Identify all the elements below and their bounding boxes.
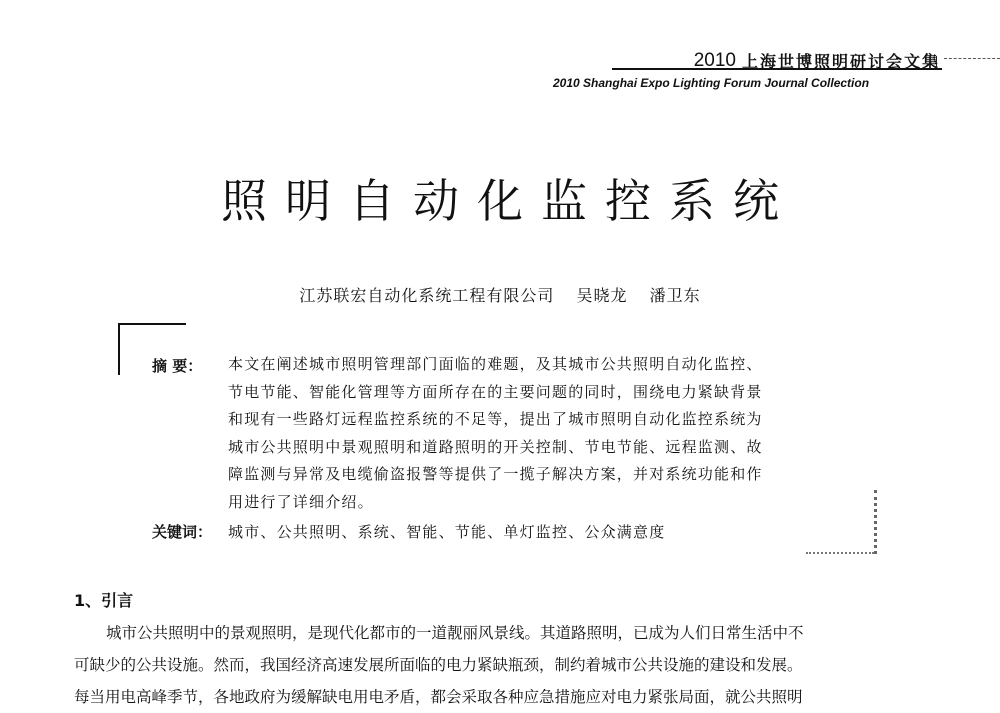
section-body	[74, 617, 934, 713]
header-title-cn: 上海世博照明研讨会文集	[741, 52, 940, 71]
header-dashed-line	[944, 58, 1000, 59]
article-title: 照明自动化监控系统	[221, 174, 797, 228]
abstract-bracket-top	[118, 323, 186, 325]
header-tick	[936, 56, 937, 68]
keywords-text: 城市、公共照明、系统、智能、节能、单灯监控、公众满意度	[228, 523, 666, 541]
author-name: 吴晓龙	[576, 286, 628, 305]
abstract-line: 和现有一些路灯远程监控系统的不足等，提出了城市照明自动化监控系统为	[228, 410, 763, 428]
keywords-label: 关键词：	[152, 523, 213, 541]
body-line: 城市公共照明中的景观照明，是现代化都市的一道靓丽风景线。其道路照明，已成为人们日常生活中不	[106, 624, 804, 642]
abstract-label: 摘 要：	[152, 357, 203, 375]
abstract-bracket-left	[118, 323, 120, 375]
abstract-bracket-bottom	[806, 552, 874, 559]
author-organization: 江苏联宏自动化系统工程有限公司	[299, 286, 555, 305]
abstract-line: 节电节能、智能化管理等方面所存在的主要问题的同时，围绕电力紧缺背景	[228, 382, 763, 401]
header-rule	[612, 68, 942, 70]
header-title-en: 2010 Shanghai Expo Lighting Forum Journal Collection	[553, 76, 870, 90]
abstract-line: 障监测与异常及电缆偷盗报警等提供了一揽子解决方案，并对系统功能和作	[228, 465, 763, 483]
abstract-body	[228, 351, 860, 516]
abstract-line: 城市公共照明中景观照明和道路照明的开关控制、节电节能、远程监测、故	[228, 437, 763, 456]
author-name: 潘卫东	[649, 286, 701, 305]
abstract-line: 用进行了详细介绍。	[228, 492, 374, 511]
abstract-line: 本文在阐述城市照明管理部门面临的难题，及其城市公共照明自动化监控、	[228, 355, 763, 373]
body-line: 可缺少的公共设施。然而，我国经济高速发展所面临的电力紧缺瓶颈，制约着城市公共设施的建设和发展。	[74, 656, 803, 674]
body-line: 每当用电高峰季节，各地政府为缓解缺电用电矛盾，都会采取各种应急措施应对电力紧张局面，就公共照明	[74, 688, 803, 706]
author-line	[0, 283, 1000, 306]
header-year: 2010	[693, 50, 736, 71]
section-heading: 1、引言	[74, 591, 134, 610]
abstract-bracket-right	[866, 490, 877, 554]
